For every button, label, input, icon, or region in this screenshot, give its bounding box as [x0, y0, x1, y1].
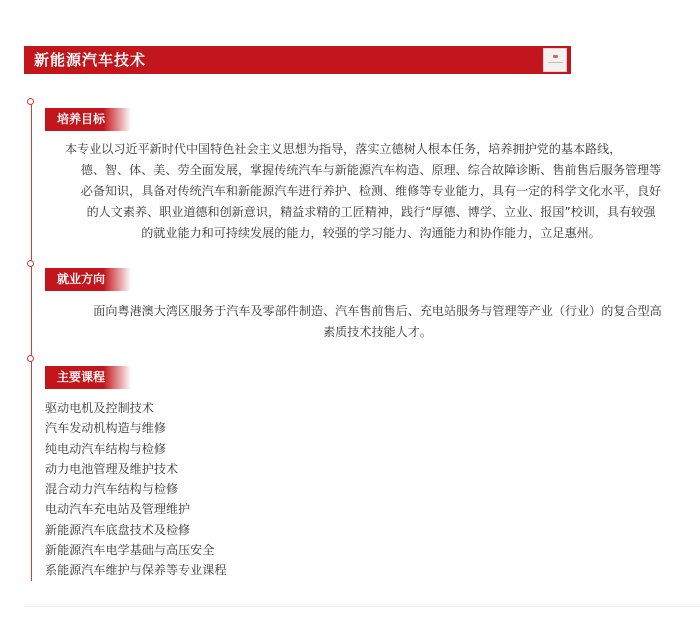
page-title-bar	[24, 46, 571, 74]
timeline-dot-courses	[27, 355, 34, 362]
timeline-dot-goal	[27, 98, 34, 105]
timeline-dot-employment	[27, 260, 34, 267]
list-item: 纯电动汽车结构与检修	[45, 441, 166, 456]
goal-paragraph	[45, 139, 697, 244]
list-item: 汽车发动机构造与维修	[45, 421, 166, 436]
page-title: 新能源汽车技术	[34, 51, 147, 69]
goal-line-5: 的就业能力和可持续发展的能力，较强的学习能力、沟通能力和协作能力，立足惠州。	[141, 226, 601, 240]
list-item: 新能源汽车底盘技术及检修	[45, 522, 191, 537]
school-logo-icon	[543, 48, 567, 72]
goal-line-4: 的人文素养、职业道德和创新意识，精益求精的工匠精神，践行“厚德、博学、立业、报国”校训，具有较强	[86, 205, 656, 219]
footer-divider	[24, 606, 700, 607]
goal-line-3: 必备知识，具备对传统汽车和新能源汽车进行养护、检测、维修等专业能力，具有一定的科学文化水平，良好	[80, 184, 662, 198]
goal-line-2: 德、智、体、美、劳全面发展，掌握传统汽车与新能源汽车构造、原理、综合故障诊断、售前售后服务管理等	[80, 163, 662, 177]
list-item: 动力电池管理及维护技术	[45, 461, 179, 476]
list-item: 混合动力汽车结构与检修	[45, 482, 179, 497]
goal-line-1: 本专业以习近平新时代中国特色社会主义思想为指导，落实立德树人根本任务，培养拥护党的基本路线，	[65, 142, 622, 156]
list-item: 系能源汽车维护与保养等专业课程	[45, 563, 227, 578]
course-list	[45, 398, 226, 581]
section-tag-employment	[45, 268, 131, 291]
employment-line-2: 素质技术技能人才。	[323, 325, 432, 339]
employment-paragraph	[45, 301, 700, 343]
section-label-courses: 主要课程	[57, 370, 106, 384]
list-item: 驱动电机及控制技术	[45, 401, 154, 415]
section-label-employment: 就业方向	[57, 272, 106, 286]
list-item: 电动汽车充电站及管理维护	[45, 502, 191, 517]
section-tag-goal	[45, 108, 131, 131]
section-label-goal: 培养目标	[57, 112, 106, 126]
timeline-line	[31, 101, 32, 581]
employment-line-1: 面向粤港澳大湾区服务于汽车及零部件制造、汽车售前售后、充电站服务与管理等产业（行业）的复合型高	[93, 304, 662, 318]
list-item: 新能源汽车电学基础与高压安全	[45, 543, 215, 558]
section-tag-courses	[45, 366, 131, 389]
